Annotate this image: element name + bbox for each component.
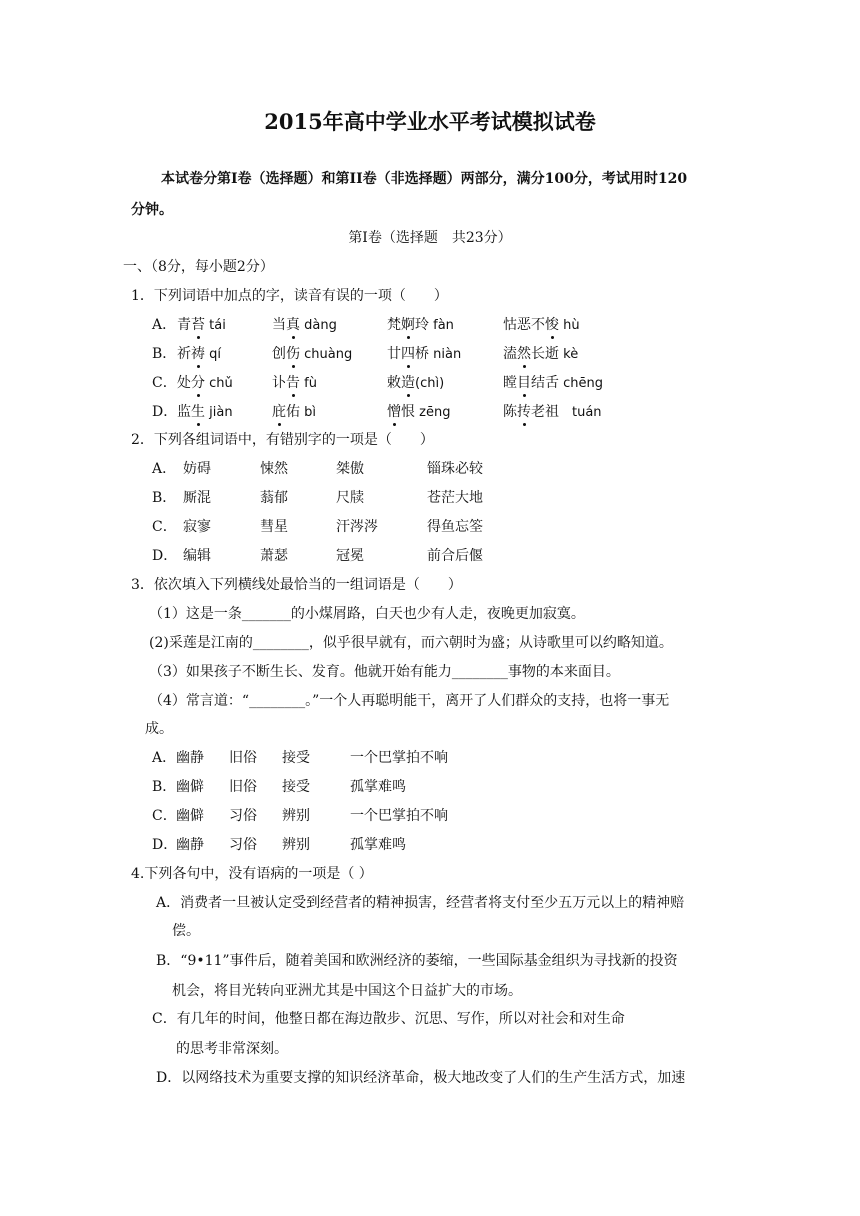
dotted-character: 苔: [191, 317, 205, 333]
word-prefix: 祈: [177, 346, 191, 362]
q1-option-b-word-2: [272, 345, 352, 364]
q2-option-b-label: B．: [152, 490, 177, 506]
q2-option-a-word-1: 妨碍: [183, 461, 211, 477]
q1-option-a-label: A．: [152, 317, 177, 333]
q2-option-c-word-2: 彗星: [260, 519, 288, 535]
dotted-character: 生: [191, 404, 205, 420]
word-prefix: 廿: [387, 346, 401, 362]
q1-option-d-word-2: [272, 403, 316, 422]
q2-option-a-word-2: 悚然: [260, 461, 288, 477]
dotted-character: 伤: [286, 346, 300, 362]
pinyin: chǔ: [205, 376, 233, 391]
dotted-character: 悛: [545, 317, 559, 333]
q3-option-d-word-4: 孤掌难鸣: [350, 837, 406, 853]
q3-sentence-1: （1）这是一条_______的小煤屑路，白天也少有人走，夜晚更加寂寞。: [149, 606, 585, 622]
pinyin: jiàn: [205, 405, 233, 420]
pinyin: zēng: [415, 405, 451, 420]
q2-option-c-word-3: 汗涔涔: [336, 519, 378, 535]
q4-option-c-line-2: 的思考非常深刻。: [176, 1041, 288, 1057]
word-suffix: 桥: [415, 346, 429, 362]
q3-option-b-word-3: 接受: [282, 779, 310, 795]
pinyin: dàng: [300, 318, 337, 333]
dotted-character: 祷: [191, 346, 205, 362]
q3-sentence-4-cont: 成。: [145, 721, 173, 737]
part1-heading: 第Ⅰ卷（选择题 共23分）: [348, 230, 512, 246]
q3-option-a-word-4: 一个巴掌拍不响: [350, 750, 448, 766]
exam-title: 2015年高中学业水平考试模拟试卷: [264, 109, 596, 134]
q3-option-b-word-4: 孤掌难鸣: [350, 779, 406, 795]
q2-option-d-word-4: 前合后偃: [427, 548, 483, 564]
q1-option-c-word-1: [177, 374, 233, 393]
q3-sentence-2: (2)采莲是江南的________，似乎很早就有，而六朝时为盛；从诗歌里可以约略知道。: [149, 635, 673, 651]
q2-option-b-word-2: 蓊郁: [260, 490, 288, 506]
word-prefix: 当: [272, 317, 286, 333]
q4-option-a-line-2: 偿。: [172, 923, 200, 939]
q4-stem: 4.下列各句中，没有语病的一项是（ ）: [131, 866, 373, 882]
q3-option-c-word-4: 一个巴掌拍不响: [350, 808, 448, 824]
q1-option-c-label: C．: [152, 375, 177, 391]
word-suffix: 佑: [286, 404, 300, 420]
q1-option-c-word-4: [503, 374, 603, 393]
q1-option-d-word-1: [177, 403, 233, 422]
pinyin: fù: [300, 376, 317, 391]
pinyin: (chì): [415, 376, 445, 391]
q2-option-b-word-4: 苍茫大地: [427, 490, 483, 506]
q2-option-d-word-1: 编辑: [183, 548, 211, 564]
q2-option-d-word-3: 冠冕: [336, 548, 364, 564]
word-prefix: 梵: [387, 317, 401, 333]
q1-option-d-word-3: [387, 403, 450, 422]
word-prefix: 敕: [387, 375, 401, 391]
q1-option-c-word-2: [272, 374, 317, 393]
q3-option-d-word-2: 习俗: [229, 837, 257, 853]
q3-option-a-word-3: 接受: [282, 750, 310, 766]
q2-option-c-label: C．: [152, 519, 177, 535]
q4-option-b-line-2: 机会，将目光转向亚洲尤其是中国这个日益扩大的市场。: [172, 983, 522, 999]
dotted-character: 憎: [387, 404, 401, 420]
q4-option-a-line-1: A．消费者一旦被认定受到经营者的精神损害，经营者将支付至少五万元以上的精神赔: [156, 895, 685, 911]
q3-stem: 3．依次填入下列横线处最恰当的一组词语是（ ）: [131, 577, 462, 593]
word-suffix: 老祖: [531, 404, 559, 420]
dotted-character: 庇: [272, 404, 286, 420]
word-suffix: 玲: [415, 317, 429, 333]
q1-option-a-word-4: [503, 316, 580, 335]
intro-line-1: 本试卷分第I卷（选择题）和第II卷（非选择题）两部分，满分100分，考试用时120: [161, 171, 688, 187]
word-suffix: 结舌: [531, 375, 559, 391]
q4-option-d-line-1: D．以网络技术为重要支撑的知识经济革命，极大地改变了人们的生产生活方式，加速: [156, 1070, 686, 1086]
word-suffix: 恨: [401, 404, 415, 420]
q1-option-a-word-3: [387, 316, 454, 335]
q3-option-d-word-1: 幽静: [176, 837, 204, 853]
pinyin: hù: [559, 318, 580, 333]
pinyin: chuàng: [300, 347, 353, 362]
word-prefix: 青: [177, 317, 191, 333]
q3-option-d-word-3: 辨别: [282, 837, 310, 853]
dotted-character: 四: [401, 346, 415, 362]
pinyin: tái: [205, 318, 226, 333]
q2-stem: 2．下列各组词语中，有错别字的一项是（ ）: [131, 432, 434, 448]
q1-option-b-word-4: [503, 345, 578, 364]
dotted-character: 然: [517, 346, 531, 362]
word-prefix: 讣: [272, 375, 286, 391]
q1-option-a-word-2: [272, 316, 337, 335]
pinyin: qí: [205, 347, 221, 362]
q3-option-b-word-1: 幽僻: [176, 779, 204, 795]
q2-option-a-word-4: 锱珠必较: [427, 461, 483, 477]
q3-option-d-label: D．: [152, 837, 178, 853]
q2-option-c-word-4: 得鱼忘筌: [427, 519, 483, 535]
q3-sentence-4: （4）常言道：“________。”一个人再聪明能干，离开了人们群众的支持，也将一事无: [149, 693, 670, 709]
word-prefix: 怙恶不: [503, 317, 545, 333]
q3-option-b-label: B．: [152, 779, 177, 795]
q2-option-c-word-1: 寂寥: [183, 519, 211, 535]
q3-option-a-word-2: 旧俗: [229, 750, 257, 766]
dotted-character: 婀: [401, 317, 415, 333]
q1-option-d-label: D．: [152, 404, 178, 420]
q2-option-a-word-3: 桀傲: [336, 461, 364, 477]
word-prefix: 创: [272, 346, 286, 362]
q1-option-b-word-3: [387, 345, 461, 364]
word-suffix: 长逝: [531, 346, 559, 362]
q2-option-b-word-3: 尺牍: [336, 490, 364, 506]
pinyin: fàn: [429, 318, 454, 333]
q2-option-d-word-2: 萧瑟: [260, 548, 288, 564]
pinyin: kè: [559, 347, 579, 362]
dotted-character: 真: [286, 317, 300, 333]
pinyin: chēng: [559, 376, 604, 391]
q2-option-b-word-1: 厮混: [183, 490, 211, 506]
dotted-character: 造: [401, 375, 415, 391]
dotted-character: 抟: [517, 404, 531, 420]
q3-option-b-word-2: 旧俗: [229, 779, 257, 795]
q4-option-b-line-1: B．“9•11”事件后，随着美国和欧洲经济的萎缩，一些国际基金组织为寻找新的投资: [156, 953, 678, 969]
q3-option-c-label: C．: [152, 808, 177, 824]
q1-option-a-word-1: [177, 316, 226, 335]
q2-option-a-label: A．: [152, 461, 177, 477]
q3-option-c-word-2: 习俗: [229, 808, 257, 824]
q4-option-c-line-1: C．有几年的时间，他整日都在海边散步、沉思、写作，所以对社会和对生命: [152, 1011, 625, 1027]
word-prefix: 陈: [503, 404, 517, 420]
q1-option-b-label: B．: [152, 346, 177, 362]
q1-option-d-word-4: [503, 403, 602, 422]
q1-option-b-word-1: [177, 345, 221, 364]
q3-option-c-word-3: 辨别: [282, 808, 310, 824]
dotted-character: 分: [191, 375, 205, 391]
dotted-character: 目: [517, 375, 531, 391]
q3-option-a-label: A．: [152, 750, 177, 766]
dotted-character: 告: [286, 375, 300, 391]
section1-heading: 一、（8分，每小题2分）: [123, 259, 274, 275]
q3-option-a-word-1: 幽静: [176, 750, 204, 766]
intro-line-2: 分钟。: [131, 202, 173, 218]
q1-stem: 1．下列词语中加点的字，读音有误的一项（ ）: [131, 288, 448, 304]
word-prefix: 瞠: [503, 375, 517, 391]
pinyin: bì: [300, 405, 316, 420]
q3-option-c-word-1: 幽僻: [176, 808, 204, 824]
word-prefix: 监: [177, 404, 191, 420]
q3-sentence-3: （3）如果孩子不断生长、发育。他就开始有能力________事物的本来面目。: [149, 664, 620, 680]
word-prefix: 溘: [503, 346, 517, 362]
q1-option-c-word-3: [387, 374, 444, 393]
pinyin: niàn: [429, 347, 462, 362]
word-prefix: 处: [177, 375, 191, 391]
pinyin: tuán: [559, 405, 602, 420]
q2-option-d-label: D．: [152, 548, 178, 564]
